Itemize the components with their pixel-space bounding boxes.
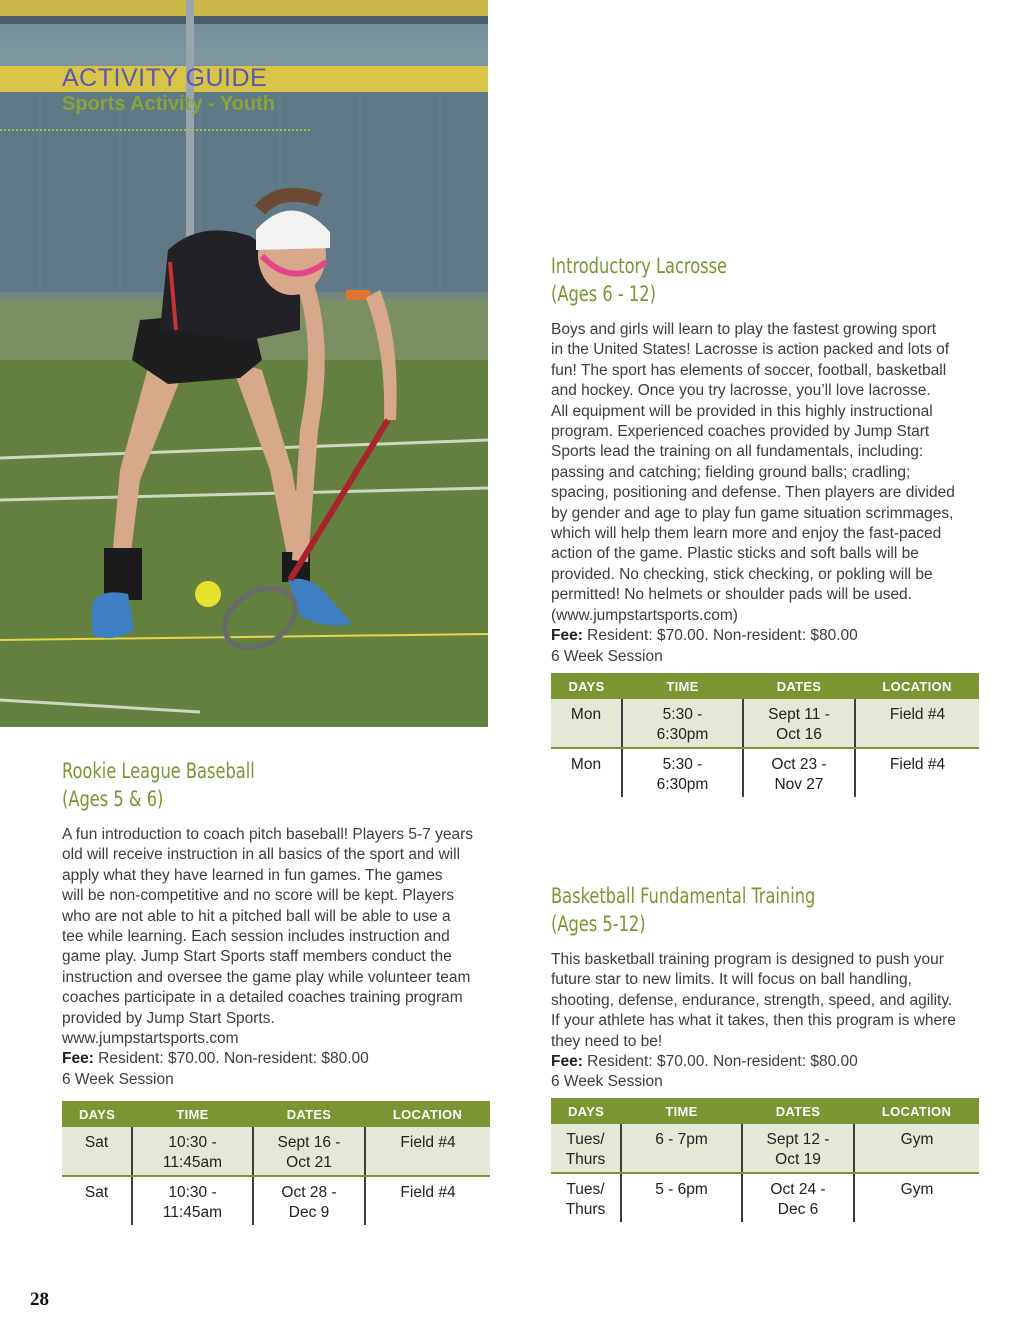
basketball-description bbox=[551, 950, 971, 1093]
baseball-desc-line: instruction and oversee the game play while volunteer team bbox=[62, 968, 471, 986]
cell-text: Oct 24 - bbox=[770, 1181, 826, 1198]
cell-text: Oct 19 bbox=[775, 1151, 821, 1168]
baseball-desc-line: tee while learning. Each session includes instruction and bbox=[62, 928, 450, 946]
cell-text: Gym bbox=[900, 1181, 934, 1198]
table-row bbox=[551, 748, 979, 797]
basketball-desc-line: future star to new limits. It will focus on ball handling, bbox=[551, 971, 912, 989]
cell-text: Field #4 bbox=[400, 1184, 456, 1201]
basketball-desc-line: they need to be! bbox=[551, 1032, 663, 1050]
fee-value: Resident: $70.00. Non-resident: $80.00 bbox=[582, 627, 858, 645]
cell-days bbox=[551, 1124, 621, 1173]
baseball-desc-line: www.jumpstartsports.com bbox=[62, 1030, 239, 1048]
baseball-fee bbox=[62, 1049, 482, 1069]
baseball-desc-line: A fun introduction to coach pitch baseball! Players 5-7 years bbox=[62, 826, 473, 843]
basketball-desc-line: shooting, defense, endurance, strength, speed, and agility. bbox=[551, 991, 953, 1009]
table-header-row bbox=[62, 1101, 490, 1127]
col-time: TIME bbox=[132, 1101, 253, 1127]
cell-text: Sat bbox=[84, 1134, 109, 1151]
guide-subtitle: Sports Activity - Youth bbox=[62, 93, 275, 115]
baseball-description bbox=[62, 825, 482, 1090]
lacrosse-photo bbox=[0, 0, 488, 727]
col-location: LOCATION bbox=[855, 673, 979, 699]
guide-title: ACTIVITY GUIDE bbox=[62, 64, 268, 92]
header-dotted-rule bbox=[0, 129, 310, 131]
cell-time bbox=[622, 699, 743, 748]
col-location: LOCATION bbox=[854, 1098, 979, 1124]
cell-text: 6:30pm bbox=[656, 726, 709, 743]
baseball-desc-line: provided by Jump Start Sports. bbox=[62, 1009, 275, 1027]
cell-text: Tues/ bbox=[566, 1181, 605, 1198]
col-days: DAYS bbox=[551, 673, 622, 699]
cell-text: 6:30pm bbox=[656, 776, 709, 793]
page-number: 28 bbox=[30, 1289, 49, 1310]
baseball-title bbox=[62, 757, 423, 813]
cell-text: Sept 12 - bbox=[766, 1131, 830, 1148]
cell-time bbox=[621, 1173, 742, 1222]
cell-days bbox=[551, 1173, 621, 1222]
cell-days bbox=[551, 699, 622, 748]
cell-text: 5:30 - bbox=[662, 706, 703, 723]
cell-text: 5 - 6pm bbox=[655, 1181, 708, 1198]
cell-text: 10:30 - bbox=[168, 1184, 217, 1201]
cell-text: Field #4 bbox=[400, 1134, 456, 1151]
cell-text: Oct 21 bbox=[286, 1154, 332, 1171]
lacrosse-desc-line: fun! The sport has elements of soccer, football, basketball bbox=[551, 361, 947, 379]
col-dates: DATES bbox=[253, 1101, 365, 1127]
cell-dates bbox=[742, 1173, 854, 1222]
cell-dates bbox=[253, 1176, 365, 1225]
col-days: DAYS bbox=[551, 1098, 621, 1124]
lacrosse-desc-line: in the United States! Lacrosse is action packed and lots of bbox=[551, 341, 950, 359]
baseball-section bbox=[62, 757, 482, 1090]
cell-text: Field #4 bbox=[889, 756, 946, 773]
lacrosse-schedule-table bbox=[551, 673, 979, 797]
cell-days bbox=[62, 1176, 132, 1225]
table-header-row bbox=[551, 673, 979, 699]
basketball-desc-line: This basketball training program is designed to push your bbox=[551, 951, 944, 968]
cell-time bbox=[132, 1176, 253, 1225]
cell-text: Oct 28 - bbox=[281, 1184, 337, 1201]
baseball-schedule-table bbox=[62, 1101, 490, 1225]
baseball-session: 6 Week Session bbox=[62, 1070, 174, 1088]
fee-label: Fee: bbox=[62, 1050, 94, 1068]
cell-dates bbox=[743, 699, 855, 748]
table-row bbox=[551, 1173, 979, 1222]
cell-text: Tues/ bbox=[566, 1131, 605, 1148]
lacrosse-desc-line: and hockey. Once you try lacrosse, you’ll love lacrosse. bbox=[551, 382, 931, 400]
lacrosse-desc-line: permitted! No helmets or shoulder pads will be used. bbox=[551, 586, 912, 604]
lacrosse-desc-line: Sports lead the training on all fundamentals, including: bbox=[551, 443, 924, 461]
cell-location bbox=[855, 699, 979, 748]
cell-text: Oct 16 bbox=[776, 726, 822, 743]
cell-location bbox=[854, 1124, 979, 1173]
baseball-desc-line: old will receive instruction in all basics of the sport and will bbox=[62, 846, 461, 864]
cell-text: Sept 11 - bbox=[768, 706, 830, 723]
col-days: DAYS bbox=[62, 1101, 132, 1127]
cell-text: Gym bbox=[900, 1131, 934, 1148]
table-header-row bbox=[551, 1098, 979, 1124]
baseball-desc-line: game play. Jump Start Sports staff members conduct the bbox=[62, 948, 452, 966]
lacrosse-desc-line: by gender and age to play fun game situation scrimmages, bbox=[551, 504, 954, 522]
baseball-title-line2: (Ages 5 & 6) bbox=[62, 787, 164, 811]
cell-time bbox=[132, 1127, 253, 1176]
cell-dates bbox=[743, 748, 855, 797]
fee-label: Fee: bbox=[551, 1053, 583, 1071]
lacrosse-section bbox=[551, 252, 971, 667]
lacrosse-title bbox=[551, 252, 912, 308]
basketball-title-line1: Basketball Fundamental Training bbox=[551, 884, 816, 908]
col-time: TIME bbox=[622, 673, 743, 699]
cell-dates bbox=[742, 1124, 854, 1173]
lacrosse-desc-line: passing and catching; fielding ground balls; cradling; bbox=[551, 463, 911, 481]
cell-text: Mon bbox=[570, 706, 602, 723]
lacrosse-desc-line: All equipment will be provided in this highly instructional bbox=[551, 402, 933, 420]
cell-location bbox=[365, 1176, 490, 1225]
baseball-desc-line: apply what they have learned in fun games. The games bbox=[62, 866, 443, 884]
cell-text: 6 - 7pm bbox=[655, 1131, 708, 1148]
col-time: TIME bbox=[621, 1098, 742, 1124]
cell-text: 10:30 - bbox=[168, 1134, 217, 1151]
lacrosse-title-line2: (Ages 6 - 12) bbox=[551, 282, 656, 306]
cell-text: Thurs bbox=[565, 1201, 606, 1218]
cell-text: Field #4 bbox=[889, 706, 946, 723]
cell-text: Dec 9 bbox=[288, 1204, 330, 1221]
basketball-schedule-table bbox=[551, 1098, 979, 1222]
cell-location bbox=[854, 1173, 979, 1222]
lacrosse-desc-line: action of the game. Plastic sticks and soft balls will be bbox=[551, 545, 919, 563]
table-row bbox=[551, 1124, 979, 1173]
table-row bbox=[551, 699, 979, 748]
lacrosse-desc-line: (www.jumpstartsports.com) bbox=[551, 606, 738, 624]
cell-time bbox=[621, 1124, 742, 1173]
cell-text: Sept 16 - bbox=[277, 1134, 341, 1151]
basketball-session: 6 Week Session bbox=[551, 1073, 663, 1091]
baseball-desc-line: will be non-competitive and no score will be kept. Players bbox=[62, 887, 454, 905]
cell-text: 11:45am bbox=[162, 1204, 223, 1221]
col-dates: DATES bbox=[742, 1098, 854, 1124]
cell-location bbox=[855, 748, 979, 797]
lacrosse-title-line1: Introductory Lacrosse bbox=[551, 254, 728, 278]
table-row bbox=[62, 1176, 490, 1225]
cell-days bbox=[551, 748, 622, 797]
cell-time bbox=[622, 748, 743, 797]
cell-location bbox=[365, 1127, 490, 1176]
lacrosse-desc-line: provided. No checking, stick checking, or pokling will be bbox=[551, 565, 933, 583]
cell-days bbox=[62, 1127, 132, 1176]
col-location: LOCATION bbox=[365, 1101, 490, 1127]
fee-label: Fee: bbox=[551, 627, 583, 645]
cell-text: Oct 23 - bbox=[771, 756, 827, 773]
fee-value: Resident: $70.00. Non-resident: $80.00 bbox=[582, 1053, 858, 1071]
cell-text: Dec 6 bbox=[777, 1201, 819, 1218]
lacrosse-desc-line: which will help them learn more and enjoy the fast-paced bbox=[551, 525, 942, 543]
cell-text: 11:45am bbox=[162, 1154, 223, 1171]
basketball-title-line2: (Ages 5-12) bbox=[551, 912, 646, 936]
lacrosse-desc-line: Boys and girls will learn to play the fastest growing sport bbox=[551, 321, 937, 338]
baseball-desc-line: coaches participate in a detailed coaches training program bbox=[62, 989, 463, 1007]
lacrosse-desc-line: program. Experienced coaches provided by Jump Start bbox=[551, 423, 930, 441]
lacrosse-desc-line: spacing, positioning and defense. Then players are divided bbox=[551, 484, 955, 502]
basketball-desc-line: If your athlete has what it takes, then this program is where bbox=[551, 1012, 956, 1030]
basketball-section bbox=[551, 882, 971, 1093]
lacrosse-session: 6 Week Session bbox=[551, 647, 663, 665]
baseball-title-line1: Rookie League Baseball bbox=[62, 759, 255, 783]
guide-header bbox=[62, 64, 275, 116]
basketball-title bbox=[551, 882, 912, 938]
table-row bbox=[62, 1127, 490, 1176]
fee-value: Resident: $70.00. Non-resident: $80.00 bbox=[93, 1050, 369, 1068]
cell-text: Sat bbox=[84, 1184, 109, 1201]
cell-dates bbox=[253, 1127, 365, 1176]
lacrosse-description bbox=[551, 320, 971, 667]
cell-text: Nov 27 bbox=[774, 776, 824, 793]
cell-text: Mon bbox=[570, 756, 602, 773]
col-dates: DATES bbox=[743, 673, 855, 699]
cell-text: Thurs bbox=[565, 1151, 606, 1168]
cell-text: 5:30 - bbox=[662, 756, 703, 773]
baseball-desc-line: who are not able to hit a pitched ball will be able to use a bbox=[62, 907, 451, 925]
lacrosse-fee bbox=[551, 626, 971, 646]
basketball-fee bbox=[551, 1052, 971, 1072]
